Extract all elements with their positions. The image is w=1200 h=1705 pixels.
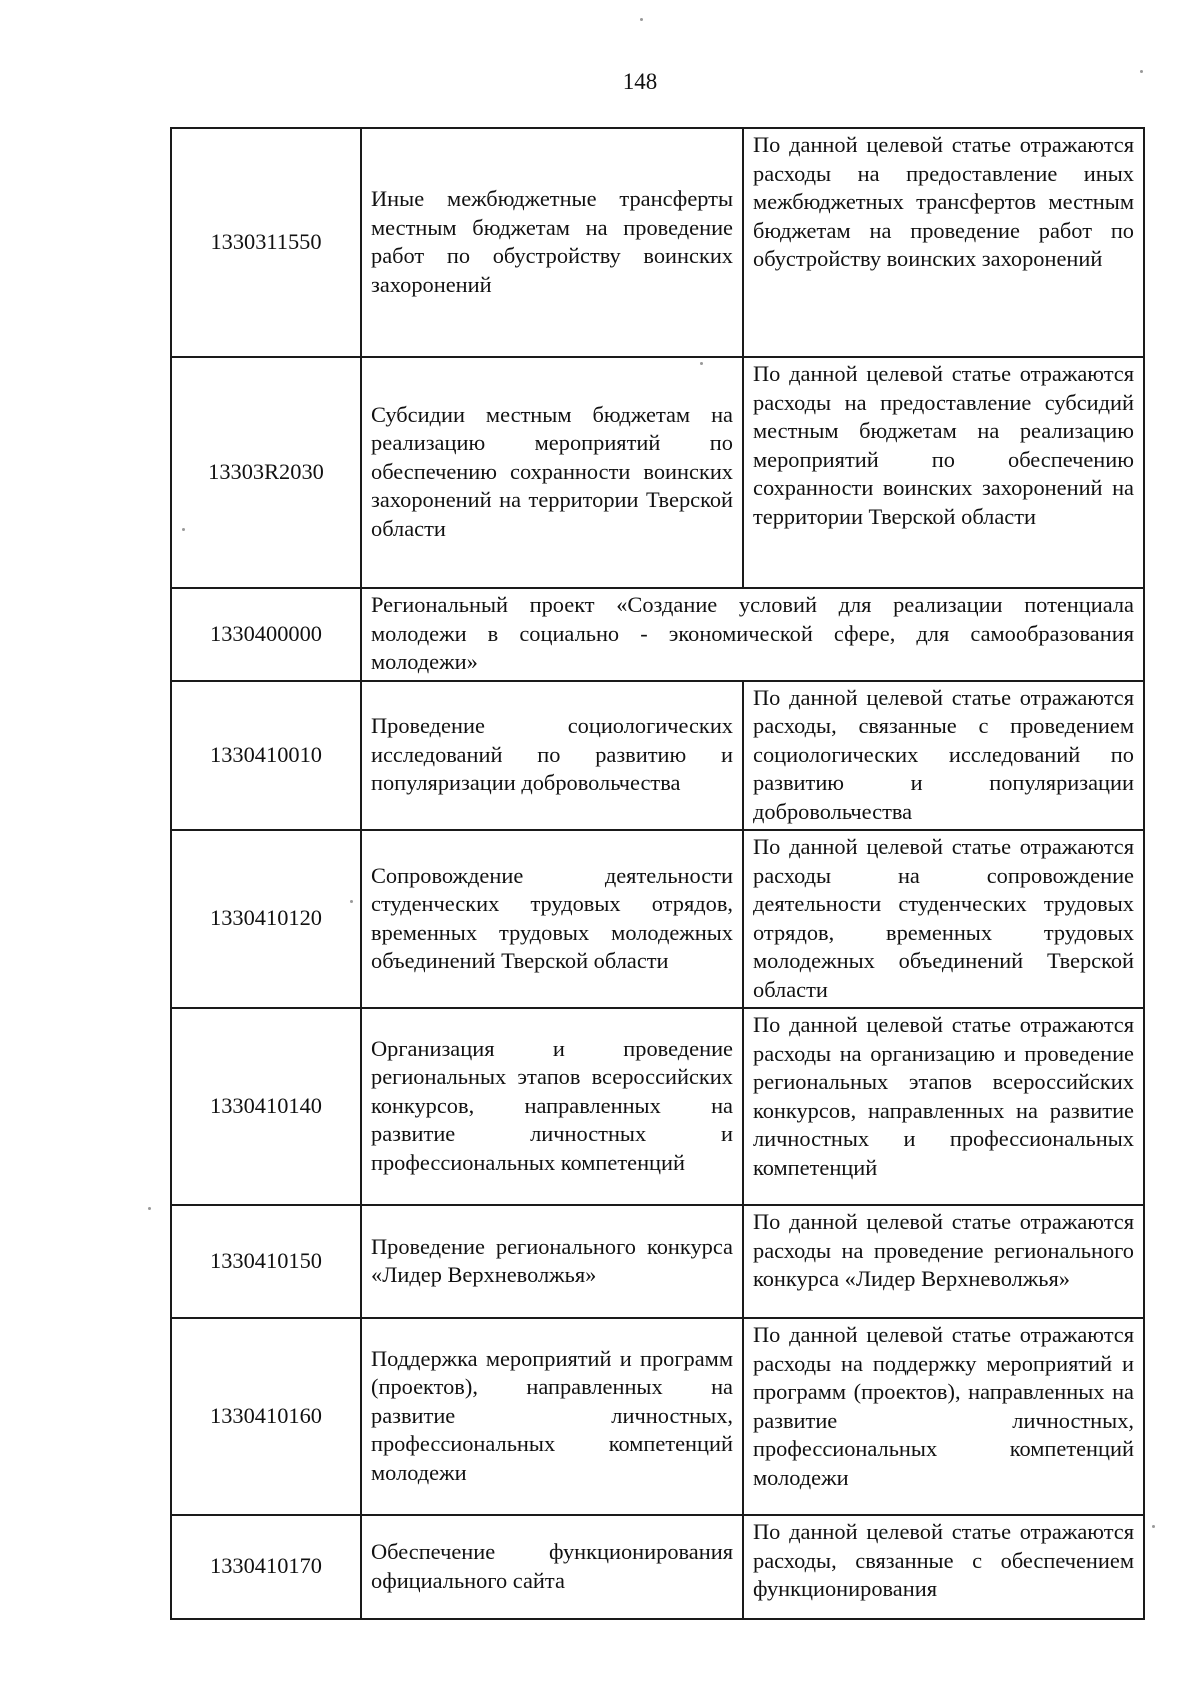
- row-code: 1330410120: [171, 830, 361, 1008]
- row-code: 1330410150: [171, 1205, 361, 1318]
- table-row: [171, 357, 1144, 588]
- row-description: По данной целевой статье отражаются расходы, связанные с проведением социологических исследований по развитию и популяризации добровольчества: [743, 681, 1144, 831]
- table-row: [171, 588, 1144, 681]
- row-code: 1330410160: [171, 1318, 361, 1515]
- scan-speck: [182, 528, 185, 531]
- regional-project-title: Региональный проект «Создание условий для реализации потенциала молодежи в социально - экономической сфере, для самообразования молодежи»: [361, 588, 1144, 681]
- row-name: Проведение регионального конкурса «Лидер Верхневолжья»: [361, 1205, 743, 1318]
- row-description: По данной целевой статье отражаются расходы, связанные с обеспечением функционирования: [743, 1515, 1144, 1619]
- table-row: [171, 830, 1144, 1008]
- row-description: По данной целевой статье отражаются расходы на поддержку мероприятий и программ (проектов), направленных на развитие личностных, профессиональных компетенций молодежи: [743, 1318, 1144, 1515]
- row-description: По данной целевой статье отражаются расходы на организацию и проведение региональных этапов всероссийских конкурсов, направленных на развитие личностных и профессиональных компетенций: [743, 1008, 1144, 1205]
- scan-speck: [1152, 1525, 1155, 1528]
- table-row: [171, 128, 1144, 357]
- row-description: По данной целевой статье отражаются расходы на предоставление иных межбюджетных трансфертов местным бюджетам на проведение работ по обустройству воинских захоронений: [743, 128, 1144, 357]
- row-code: 1330410140: [171, 1008, 361, 1205]
- row-name: Поддержка мероприятий и программ (проектов), направленных на развитие личностных, профессиональных компетенций молодежи: [361, 1318, 743, 1515]
- table-row: [171, 1205, 1144, 1318]
- table-row: [171, 681, 1144, 831]
- page-number: 148: [622, 69, 658, 94]
- table-row: [171, 1318, 1144, 1515]
- row-code: 1330311550: [171, 128, 361, 357]
- row-description: По данной целевой статье отражаются расходы на проведение регионального конкурса «Лидер Верхневолжья»: [743, 1205, 1144, 1318]
- row-name: Организация и проведение региональных этапов всероссийских конкурсов, направленных на развитие личностных и профессиональных компетенций: [361, 1008, 743, 1205]
- row-code: 13303R2030: [171, 357, 361, 588]
- row-name: Иные межбюджетные трансферты местным бюджетам на проведение работ по обустройству воинских захоронений: [361, 128, 743, 357]
- row-code: 1330410170: [171, 1515, 361, 1619]
- row-name: Сопровождение деятельности студенческих трудовых отрядов, временных трудовых молодежных объединений Тверской области: [361, 830, 743, 1008]
- row-description: По данной целевой статье отражаются расходы на сопровождение деятельности студенческих трудовых отрядов, временных трудовых молодежных объединений Тверской области: [743, 830, 1144, 1008]
- scan-speck: [350, 900, 353, 903]
- row-name: Субсидии местным бюджетам на реализацию мероприятий по обеспечению сохранности воинских захоронений на территории Тверской области: [361, 357, 743, 588]
- row-code: 1330400000: [171, 588, 361, 681]
- scan-speck: [640, 18, 643, 21]
- budget-classification-table: [170, 127, 1145, 1620]
- table-row: [171, 1008, 1144, 1205]
- scan-speck: [148, 1207, 151, 1210]
- row-description: По данной целевой статье отражаются расходы на предоставление субсидий местным бюджетам на реализацию мероприятий по обеспечению сохранности воинских захоронений на территории Тверской области: [743, 357, 1144, 588]
- row-name: Проведение социологических исследований по развитию и популяризации добровольчества: [361, 681, 743, 831]
- scan-speck: [700, 362, 703, 365]
- scan-speck: [1140, 70, 1143, 73]
- row-code: 1330410010: [171, 681, 361, 831]
- row-name: Обеспечение функционирования официального сайта: [361, 1515, 743, 1619]
- table-row: [171, 1515, 1144, 1619]
